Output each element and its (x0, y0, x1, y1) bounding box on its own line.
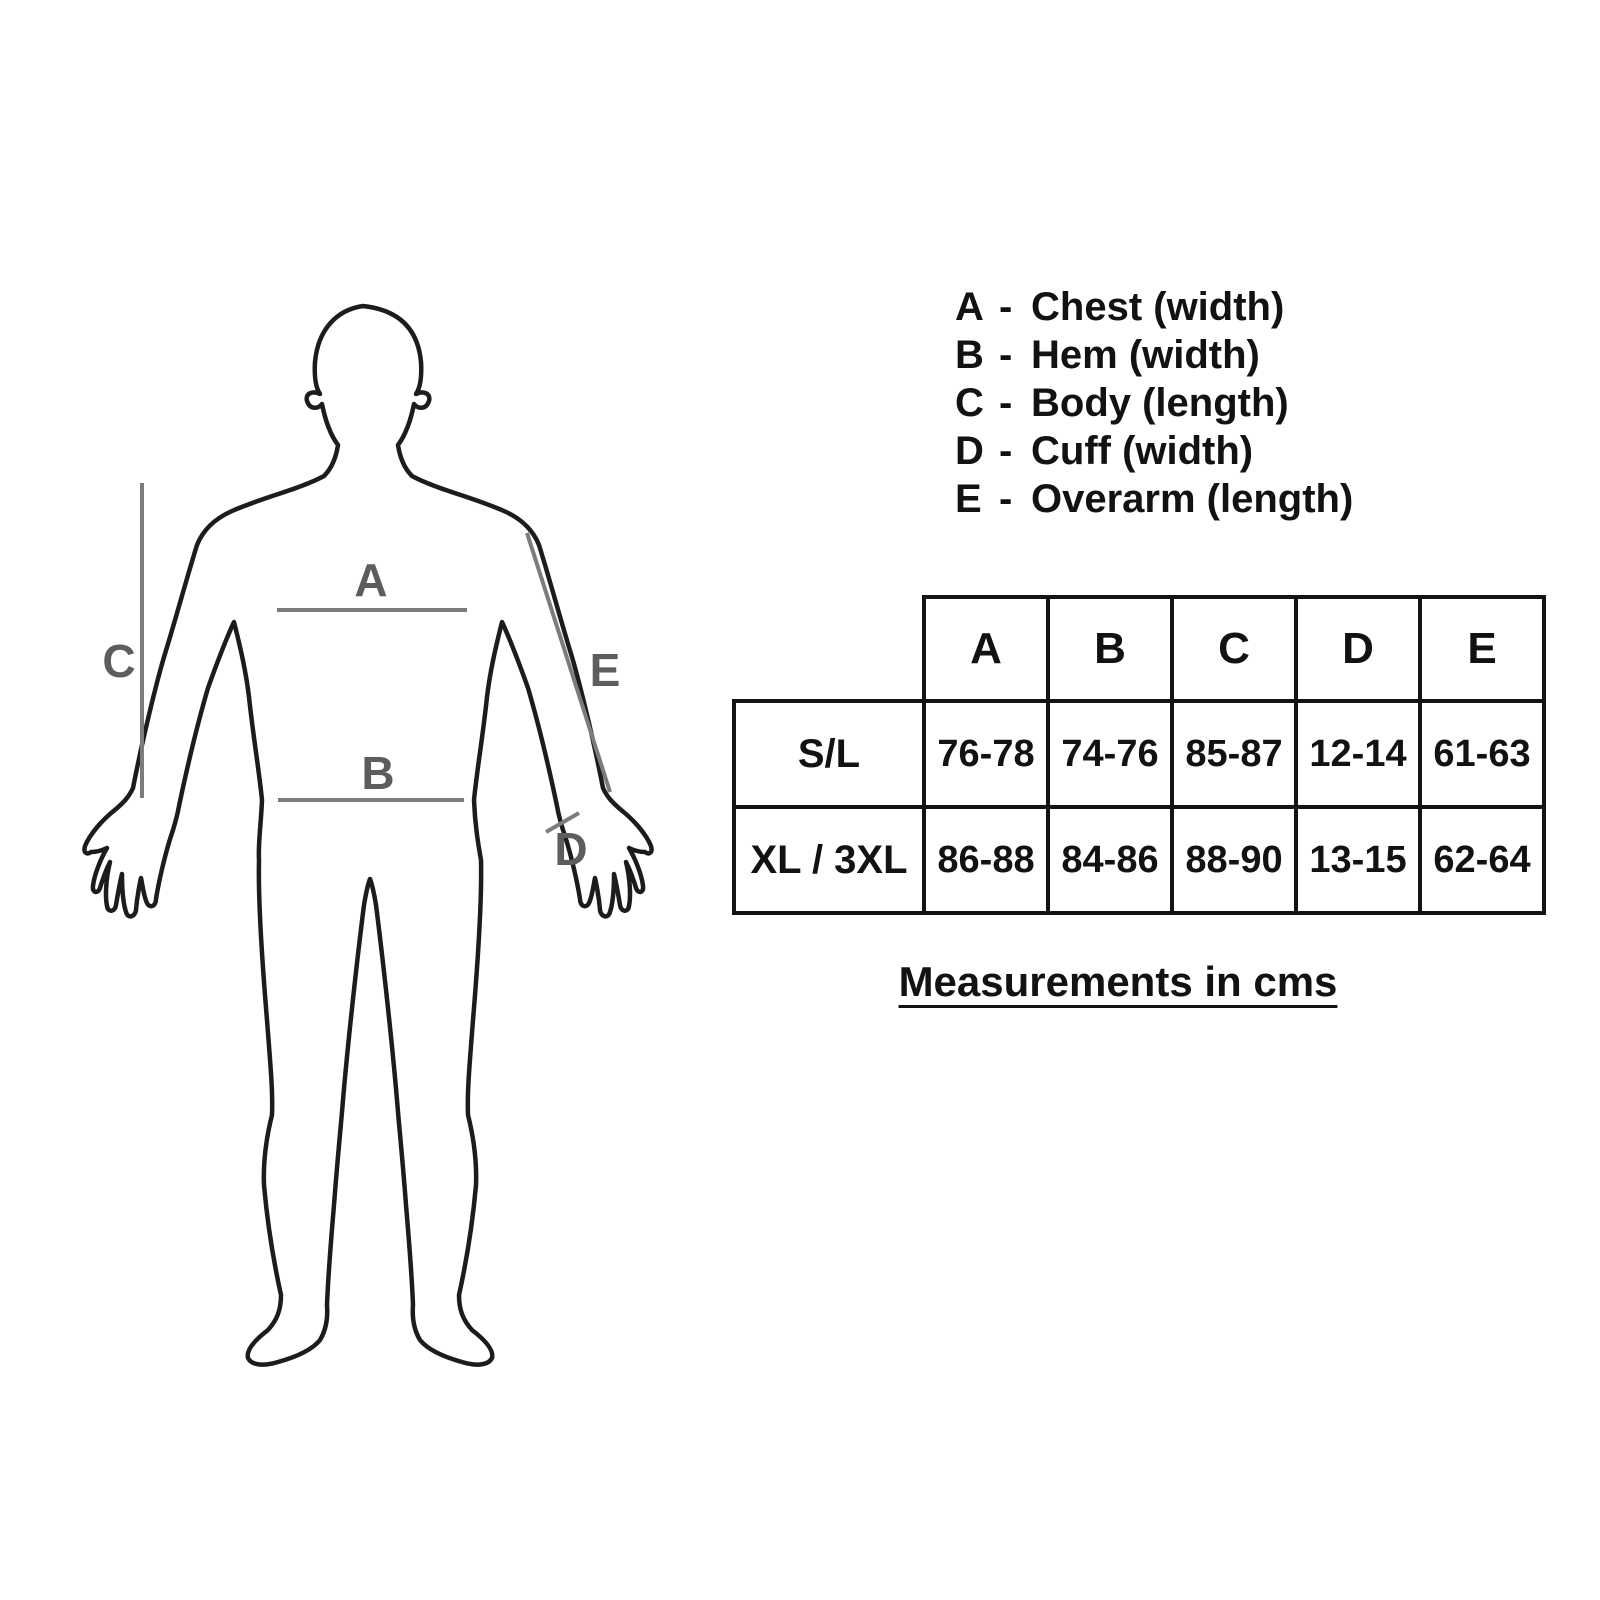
legend-separator: - (999, 428, 1013, 473)
size-label: XL / 3XL (734, 807, 924, 913)
legend-item-d (955, 427, 1353, 475)
size-label: S/L (734, 701, 924, 807)
measure-label-b: B (361, 747, 395, 799)
column-header-a: A (924, 597, 1048, 701)
column-header-c: C (1172, 597, 1296, 701)
size-diagram-svg (0, 0, 700, 1600)
legend-label: Chest (width) (1031, 284, 1285, 329)
legend-separator: - (999, 284, 1013, 329)
table-cell: 85-87 (1172, 701, 1296, 807)
column-header-b: B (1048, 597, 1172, 701)
table-header-row (734, 597, 1544, 701)
legend-separator: - (999, 380, 1013, 425)
table-cell: 84-86 (1048, 807, 1172, 913)
legend-item-a (955, 283, 1353, 331)
table-cell: 76-78 (924, 701, 1048, 807)
legend-separator: - (999, 476, 1013, 521)
caption: Measurements in cms (898, 958, 1338, 1005)
measure-label-d: D (554, 823, 588, 875)
legend-item-b (955, 331, 1353, 379)
legend-item-e (955, 475, 1353, 523)
column-header-d: D (1296, 597, 1420, 701)
table-row (734, 807, 1544, 913)
table-cell: 86-88 (924, 807, 1048, 913)
legend-letter: B (955, 332, 984, 377)
legend (955, 283, 1353, 523)
legend-separator: - (999, 332, 1013, 377)
size-table (732, 595, 1546, 915)
measure-label-a: A (354, 554, 388, 606)
table-cell: 61-63 (1420, 701, 1544, 807)
table-cell: 62-64 (1420, 807, 1544, 913)
legend-letter: C (955, 380, 984, 425)
measure-label-e: E (589, 644, 621, 696)
table-corner-cell (734, 597, 924, 701)
legend-letter: E (955, 476, 982, 521)
legend-letter: D (955, 428, 984, 473)
legend-label: Hem (width) (1031, 332, 1260, 377)
legend-label: Overarm (length) (1031, 476, 1354, 521)
legend-label: Body (length) (1031, 380, 1289, 425)
legend-label: Cuff (width) (1031, 428, 1254, 473)
table-row (734, 701, 1544, 807)
table-cell: 13-15 (1296, 807, 1420, 913)
legend-item-c (955, 379, 1353, 427)
table-cell: 74-76 (1048, 701, 1172, 807)
column-header-e: E (1420, 597, 1544, 701)
legend-letter: A (955, 284, 984, 329)
table-cell: 12-14 (1296, 701, 1420, 807)
measure-label-c: C (102, 635, 136, 687)
table-cell: 88-90 (1172, 807, 1296, 913)
